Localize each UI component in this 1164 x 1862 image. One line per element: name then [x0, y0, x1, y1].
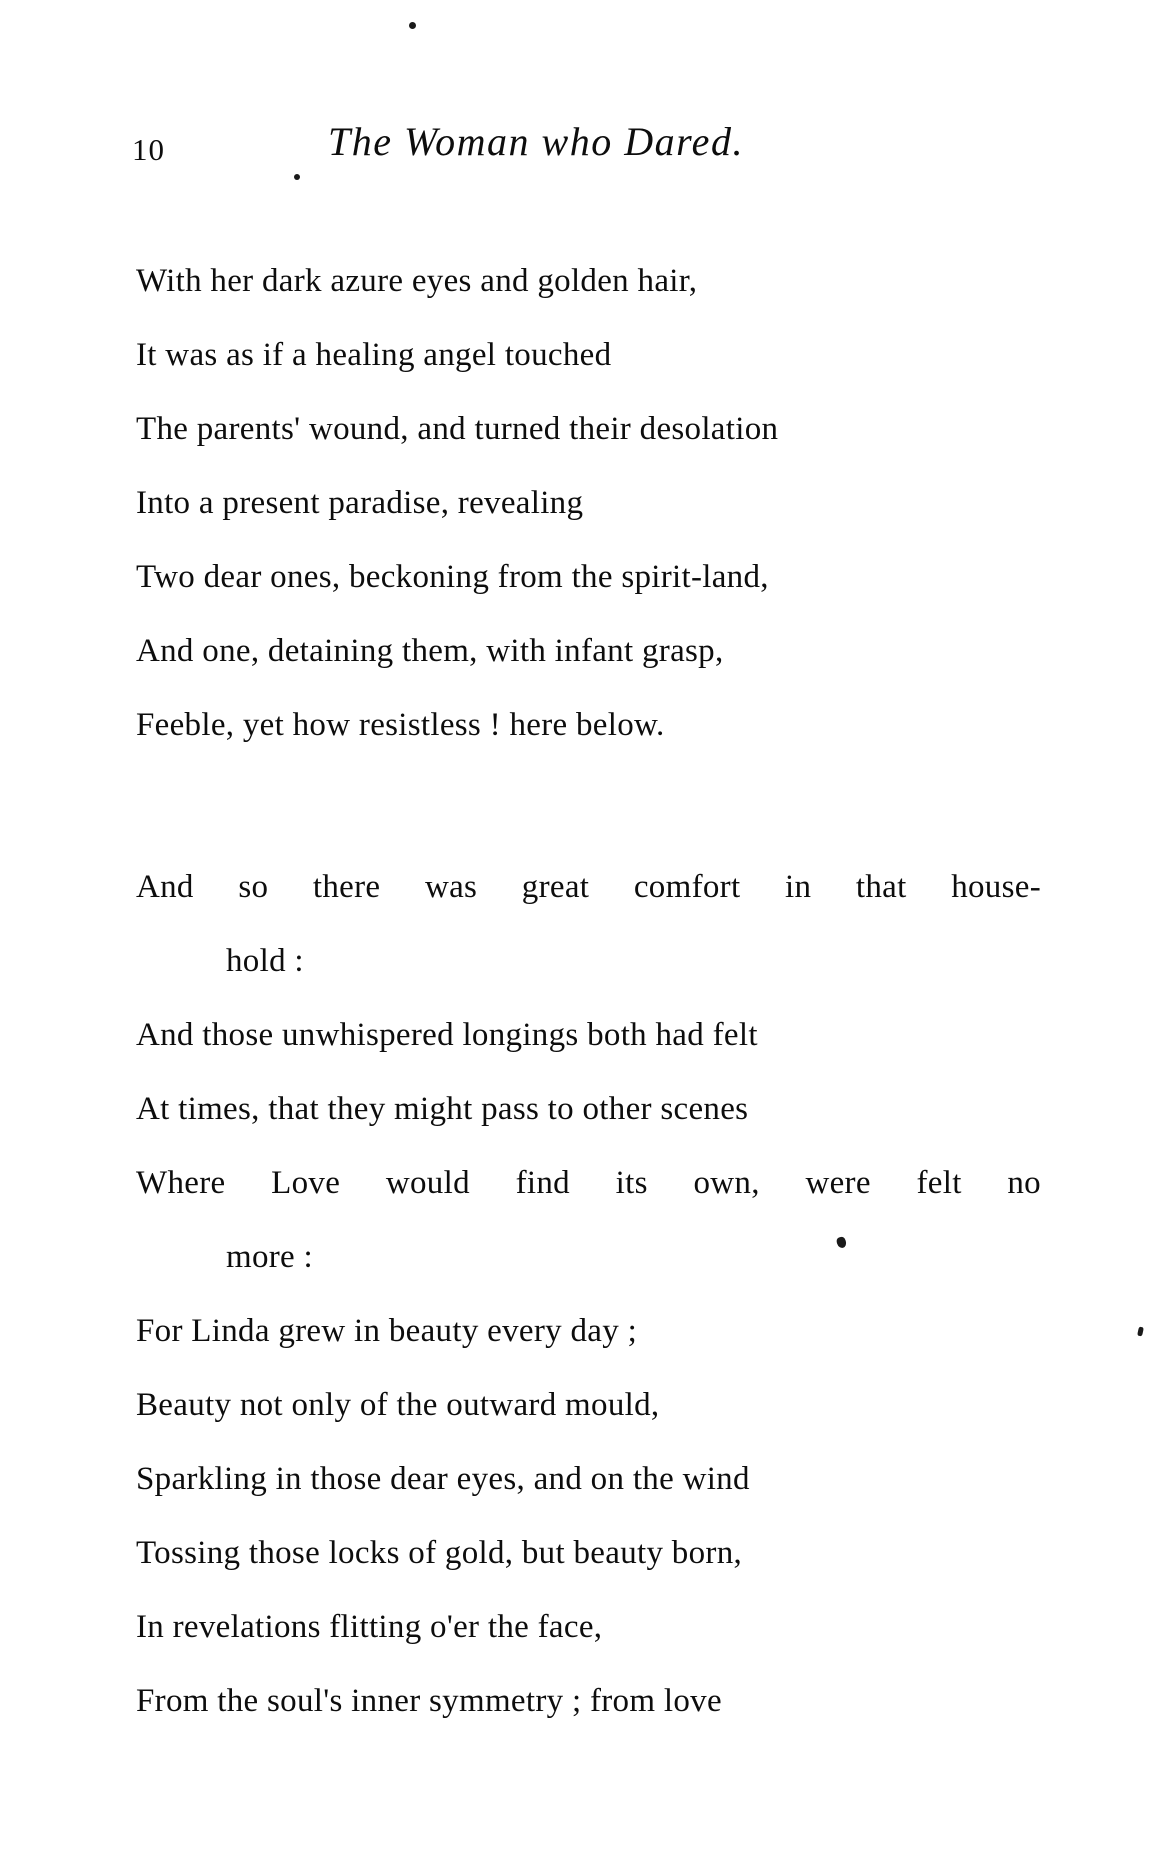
ink-speck-icon: [409, 22, 416, 29]
poem-line: At times, that they might pass to other scenes: [136, 1091, 749, 1127]
poem-line: In revelations flitting o'er the face,: [136, 1609, 603, 1645]
poem-line: Sparkling in those dear eyes, and on the wind: [136, 1461, 750, 1497]
poem-body: [136, 244, 1056, 1738]
poem-line: Into a present paradise, revealing: [136, 485, 584, 521]
poem-line: With her dark azure eyes and golden hair,: [136, 263, 698, 299]
poem-line: Beauty not only of the outward mould,: [136, 1387, 660, 1423]
poem-line: It was as if a healing angel touched: [136, 337, 612, 373]
poem-line: Where Love would find its own, were felt no: [136, 1165, 1041, 1201]
poem-line: And so there was great comfort in that house-: [136, 869, 1041, 905]
ink-speck-icon: [294, 174, 300, 180]
poem-line: Feeble, yet how resistless ! here below.: [136, 707, 665, 743]
running-title: The Woman who Dared.: [328, 119, 744, 164]
ink-speck-icon: [1137, 1327, 1144, 1337]
poem-line: For Linda grew in beauty every day ;: [136, 1313, 638, 1349]
stanza: [136, 850, 1056, 1738]
page-header: [132, 118, 932, 172]
poem-line: The parents' wound, and turned their desolation: [136, 411, 779, 447]
poem-line-runover: more :: [226, 1239, 314, 1275]
poem-line: Tossing those locks of gold, but beauty born,: [136, 1535, 743, 1571]
page-number: 10: [132, 132, 165, 167]
poem-line: From the soul's inner symmetry ; from love: [136, 1683, 722, 1719]
poem-line-runover: hold :: [226, 943, 304, 979]
poem-line: And one, detaining them, with infant grasp,: [136, 633, 724, 669]
poem-line: And those unwhispered longings both had felt: [136, 1017, 758, 1053]
stanza: [136, 244, 1056, 762]
poem-line: Two dear ones, beckoning from the spirit-land,: [136, 559, 769, 595]
